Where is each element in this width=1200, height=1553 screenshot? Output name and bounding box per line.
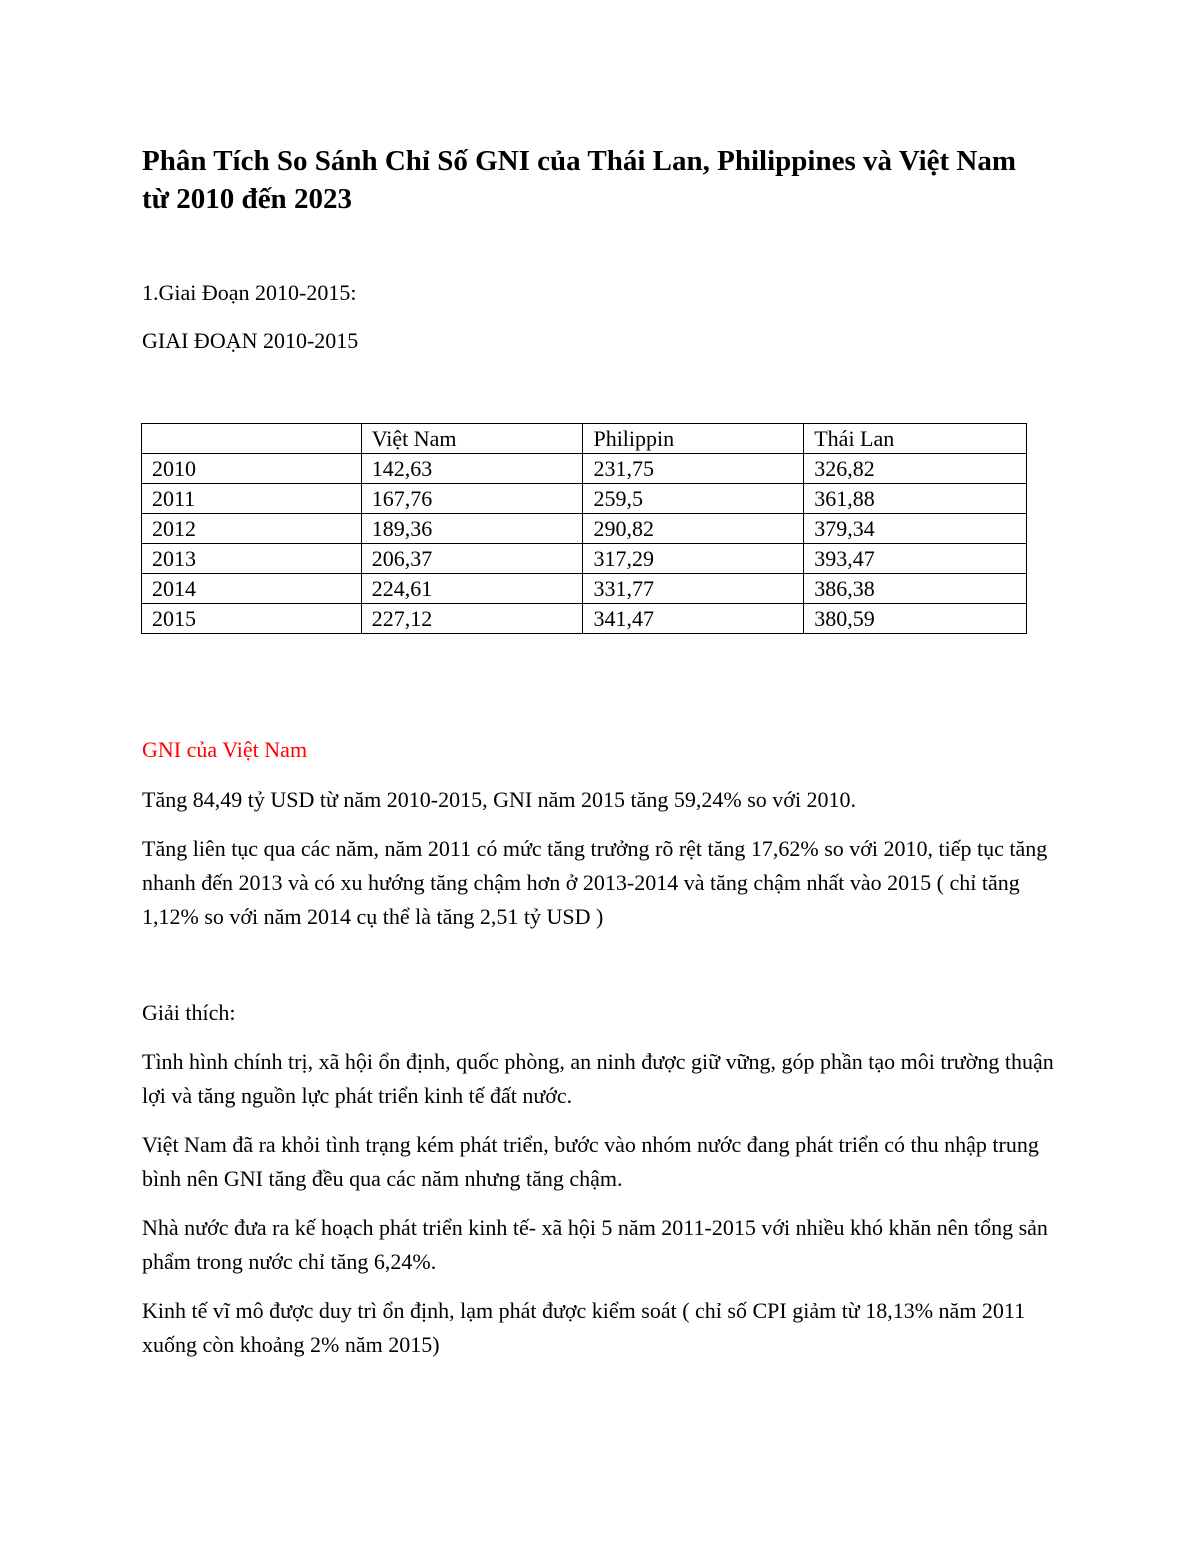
- table-cell: 380,59: [804, 604, 1027, 634]
- table-cell: 317,29: [583, 544, 804, 574]
- table-row: [142, 604, 1027, 634]
- table-cell: 393,47: [804, 544, 1027, 574]
- table-cell: 167,76: [361, 484, 583, 514]
- explanation-label: Giải thích:: [142, 1000, 236, 1025]
- section-heading: 1.Giai Đoạn 2010-2015:: [142, 280, 357, 305]
- table-row: [142, 484, 1027, 514]
- paragraph-development: Việt Nam đã ra khỏi tình trạng kém phát triển, bước vào nhóm nước đang phát triển có thu nhập trung bình nên GNI tăng đều qua các năm nhưng tăng chậm.: [142, 1132, 1039, 1191]
- table-cell: 189,36: [361, 514, 583, 544]
- table-header-cell: Philippin: [583, 424, 804, 454]
- table-cell: 259,5: [583, 484, 804, 514]
- table-cell: 2014: [142, 574, 362, 604]
- table-cell: 2011: [142, 484, 362, 514]
- table-cell: 206,37: [361, 544, 583, 574]
- gni-table: [141, 423, 1027, 634]
- paragraph-macro: Kinh tế vĩ mô được duy trì ổn định, lạm phát được kiểm soát ( chỉ số CPI giảm từ 18,13% năm 2011 xuống còn khoảng 2% năm 2015): [142, 1298, 1026, 1357]
- table-cell: 224,61: [361, 574, 583, 604]
- paragraph-plan: Nhà nước đưa ra kế hoạch phát triển kinh tế- xã hội 5 năm 2011-2015 với nhiều khó khăn nên tổng sản phẩm trong nước chỉ tăng 6,24%.: [142, 1215, 1048, 1274]
- table-header-cell: Việt Nam: [361, 424, 583, 454]
- table-cell: 341,47: [583, 604, 804, 634]
- table-header-cell: [142, 424, 362, 454]
- table-cell: 2010: [142, 454, 362, 484]
- subsection-title: GNI của Việt Nam: [142, 737, 308, 762]
- table-cell: 2015: [142, 604, 362, 634]
- table-cell: 331,77: [583, 574, 804, 604]
- table-cell: 227,12: [361, 604, 583, 634]
- table-cell: 2012: [142, 514, 362, 544]
- paragraph-summary: Tăng 84,49 tỷ USD từ năm 2010-2015, GNI năm 2015 tăng 59,24% so với 2010.: [142, 787, 857, 812]
- table-cell: 361,88: [804, 484, 1027, 514]
- paragraph-trend: Tăng liên tục qua các năm, năm 2011 có mức tăng trưởng rõ rệt tăng 17,62% so với 2010, tiếp tục tăng nhanh đến 2013 và có xu hướng tăng chậm hơn ở 2013-2014 và tăng chậm nhất vào 2015 ( chỉ tăng 1,12% so với năm 2014 cụ thể là tăng 2,51 tỷ USD ): [142, 836, 1048, 929]
- table-header-row: [142, 424, 1027, 454]
- table-cell: 326,82: [804, 454, 1027, 484]
- table-cell: 231,75: [583, 454, 804, 484]
- table-caption: GIAI ĐOẠN 2010-2015: [142, 328, 359, 353]
- table-cell: 2013: [142, 544, 362, 574]
- table-row: [142, 454, 1027, 484]
- table-row: [142, 574, 1027, 604]
- table-cell: 386,38: [804, 574, 1027, 604]
- table-cell: 142,63: [361, 454, 583, 484]
- table-cell: 379,34: [804, 514, 1027, 544]
- table-row: [142, 544, 1027, 574]
- table-cell: 290,82: [583, 514, 804, 544]
- paragraph-politics: Tình hình chính trị, xã hội ổn định, quốc phòng, an ninh được giữ vững, góp phần tạo môi trường thuận lợi và tăng nguồn lực phát triển kinh tế đất nước.: [142, 1049, 1054, 1108]
- table-row: [142, 514, 1027, 544]
- document-title: Phân Tích So Sánh Chỉ Số GNI của Thái Lan, Philippines và Việt Nam từ 2010 đến 2023: [142, 145, 1017, 215]
- table-header-cell: Thái Lan: [804, 424, 1027, 454]
